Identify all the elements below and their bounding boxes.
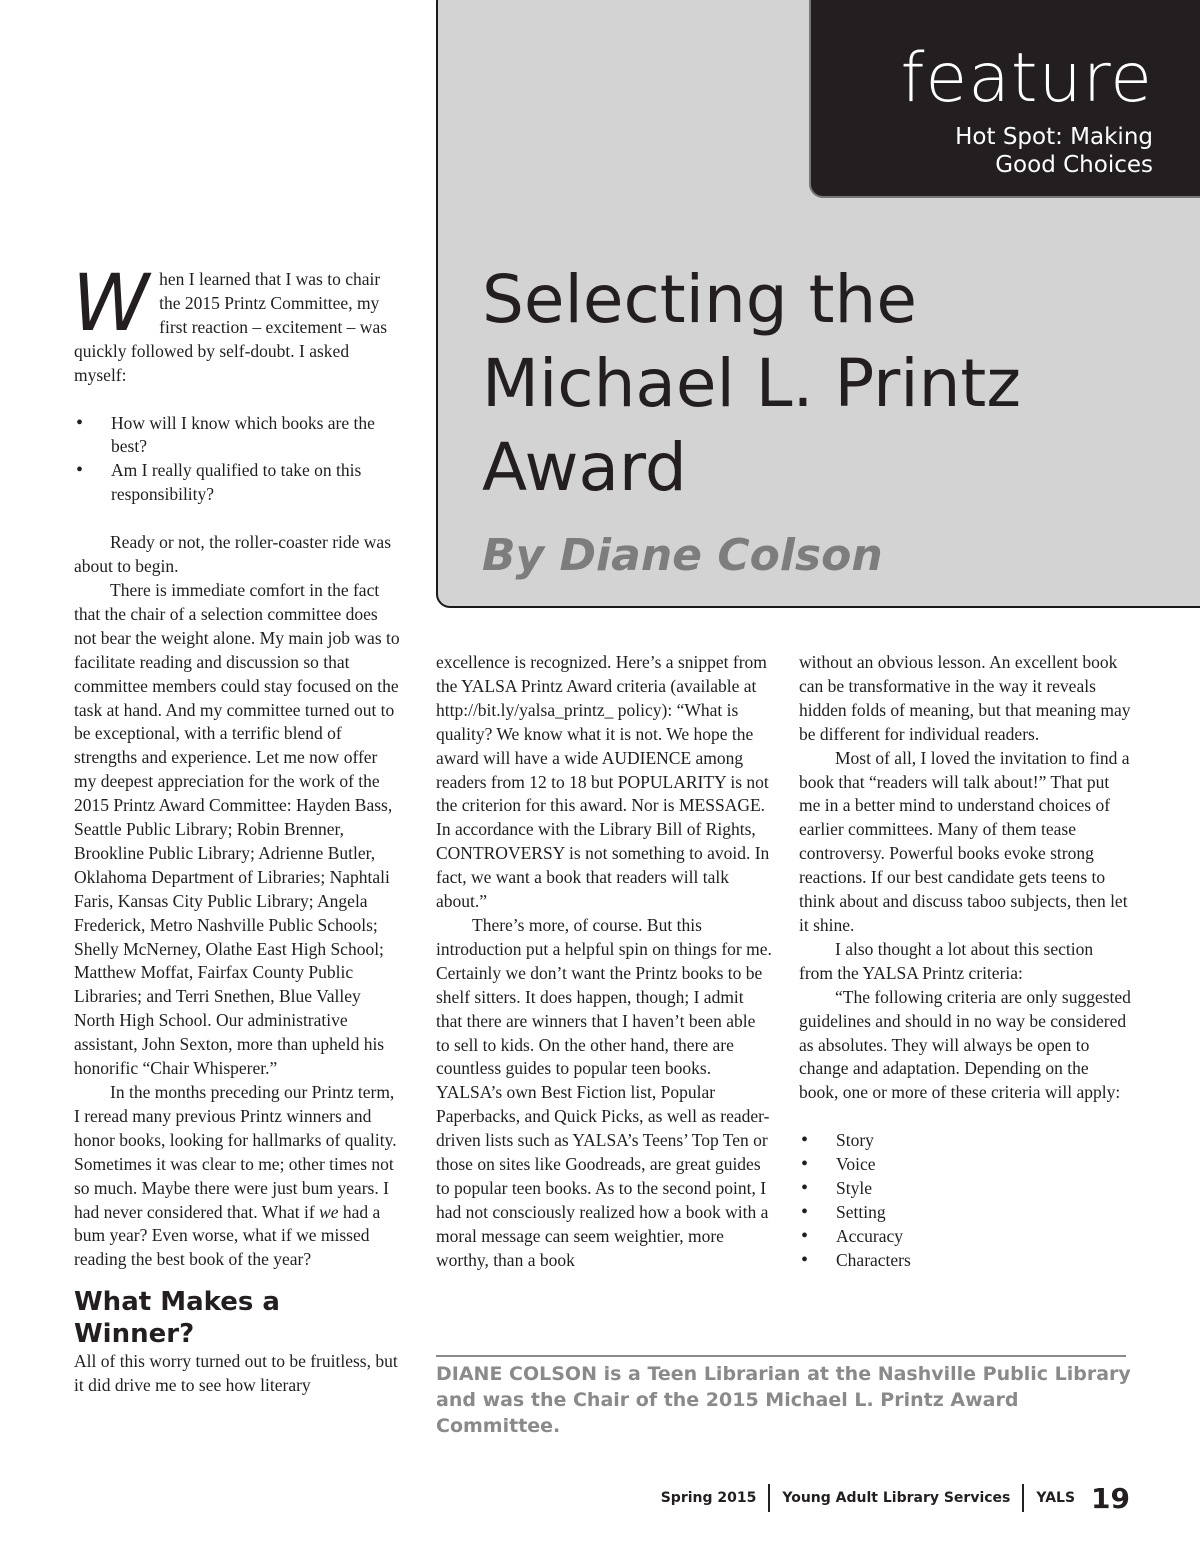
bullet-icon: • <box>801 1129 809 1152</box>
list-item <box>799 1249 1131 1273</box>
paragraph: excellence is recognized. Here’s a snippet from the YALSA Printz Award criteria (available at http://bit.ly/yalsa_printz_ policy): “What is quality? We know what it is not. We hope the award will have a wide AUDIENCE among readers from 12 to 18 but POPULARITY is not the criterion for this award. Nor is MESSAGE. In accordance with the Library Bill of Rights, CONTROVERSY is not something to avoid. In fact, we want a book that readers will talk about.” <box>436 652 770 912</box>
footer-short-title: YALS <box>1036 1490 1076 1506</box>
article-title-line1: Selecting the <box>482 261 917 338</box>
emphasis-text: we <box>319 1201 339 1222</box>
article-byline: By Diane Colson <box>482 530 883 581</box>
list-item-text: Characters <box>836 1249 911 1270</box>
paragraph: I also thought a lot about this section from the YALSA Printz criteria: <box>799 938 1094 983</box>
feature-tab <box>809 0 1200 198</box>
bio-divider <box>436 1355 1126 1357</box>
bullet-icon: • <box>801 1248 809 1271</box>
bullet-icon: • <box>76 411 84 434</box>
page-footer <box>661 1480 1130 1516</box>
bullet-icon: • <box>801 1200 809 1223</box>
quote-paragraph: “The following criteria are only suggested guidelines and should in no way be considered as absolutes. They will always be open to change and adaptation. Depending on the book, one or more of these criteria will apply: <box>799 986 1131 1103</box>
article-title <box>482 258 1122 510</box>
footer-publication: Young Adult Library Services <box>782 1490 1011 1506</box>
section-subtitle-line1: Hot Spot: Making <box>955 124 1153 150</box>
footer-divider <box>1022 1484 1024 1512</box>
list-item-text: Style <box>836 1178 872 1199</box>
footer-divider <box>768 1484 770 1512</box>
column-1 <box>72 259 400 1398</box>
paragraph: All of this worry turned out to be fruitless, but it did drive me to see how literary <box>74 1351 398 1396</box>
intro-text: hen I learned that I was to chair the 2015 Printz Committee, my first reaction – excitement – was quickly followed by self-doubt. I asked myself: <box>74 269 388 385</box>
column-2 <box>436 651 772 1273</box>
list-item-text: Am I really qualified to take on this responsibility? <box>111 460 362 505</box>
paragraph: Ready or not, the roller-coaster ride was about to begin. <box>74 532 391 577</box>
drop-cap: W <box>72 259 150 349</box>
list-item-text: How will I know which books are the best? <box>111 412 375 457</box>
column-3 <box>799 651 1131 1273</box>
criteria-list <box>799 1129 1131 1272</box>
bullet-icon: • <box>801 1224 809 1247</box>
spacer <box>799 1105 1131 1129</box>
intro-paragraph <box>72 259 400 388</box>
list-item-text: Story <box>836 1130 874 1151</box>
list-item-text: Accuracy <box>836 1225 904 1246</box>
list-item <box>799 1201 1131 1225</box>
list-item <box>74 459 400 507</box>
list-item <box>74 412 400 460</box>
question-list <box>74 412 400 508</box>
paragraph: There is immediate comfort in the fact that the chair of a selection committee does not bear the weight alone. My main job was to facilitate reading and discussion so that committee members could stay focused on the task at hand. And my committee turned out to be exceptional, with a terrific blend of strengths and experience. Let me now offer my deepest appreciation for the work of the 2015 Printz Award Committee: Hayden Bass, Seattle Public Library; Robin Brenner, Brookline Public Library; Adrienne Butler, Oklahoma Department of Libraries; Naphtali Faris, Kansas City Public Library; Angela Frederick, Metro Nashville Public Schools; Shelly McNerney, Olathe East High School; Matthew Moffat, Fairfax County Public Libraries; and Terri Snethen, Blue Valley North High School. Our administrative assistant, John Sexton, more than upheld his honorific “Chair Whisperer.” <box>74 579 400 1079</box>
article-title-line3: Award <box>482 429 687 506</box>
section-heading: What Makes a Winner? <box>74 1287 280 1350</box>
section-subtitle-line2: Good Choices <box>995 152 1153 178</box>
page-number: 19 <box>1091 1481 1130 1515</box>
list-item <box>799 1225 1131 1249</box>
paragraph: Most of all, I loved the invitation to find a book that “readers will talk about!” That put me in a better mind to understand choices of earlier committees. Many of them tease controversy. Powerful books evoke strong reactions. If our best candidate gets teens to think about and discuss taboo subjects, then let it shine. <box>799 747 1130 935</box>
list-item <box>799 1129 1131 1153</box>
list-item-text: Voice <box>836 1154 876 1175</box>
paragraph: without an obvious lesson. An excellent book can be transformative in the way it reveals hidden folds of meaning, but that meaning may be different for individual readers. <box>799 652 1131 744</box>
spacer <box>74 388 400 412</box>
paragraph-text: In the months preceding our Printz term, I reread many previous Printz winners and honor books, looking for hallmarks of quality. Sometimes it was clear to me; other times not so much. Maybe there were just bum years. I had never considered that. What if <box>74 1082 397 1222</box>
article-title-line2: Michael L. Printz <box>482 345 1021 422</box>
spacer <box>74 507 400 531</box>
paragraph-text: had a bum year? Even worse, what if we missed reading the best book of the year? <box>74 1201 381 1270</box>
paragraph <box>74 1081 400 1272</box>
section-label: feature <box>900 39 1153 118</box>
list-item <box>799 1177 1131 1201</box>
paragraph: There’s more, of course. But this introduction put a helpful spin on things for me. Certainly we don’t want the Printz books to be shelf sitters. It does happen, though; I admit that there are winners that I haven’t been able to sell to kids. On the other hand, there are countless guides to popular teen books. YALSA’s own Best Fiction list, Popular Paperbacks, and Quick Picks, as well as reader-driven lists such as YALSA’s Teens’ Top Ten or those on sites like Goodreads, are great guides to popular teen books. As to the second point, I had not consciously realized how a book with a moral message can seem weightier, more worthy, than a book <box>436 914 772 1270</box>
author-bio <box>436 1361 1136 1439</box>
author-bio-line1: DIANE COLSON is a Teen Librarian at the Nashville Public Library <box>436 1363 1131 1385</box>
list-item-text: Setting <box>836 1201 886 1222</box>
bullet-icon: • <box>801 1153 809 1176</box>
footer-issue: Spring 2015 <box>660 1490 757 1506</box>
author-bio-line2: and was the Chair of the 2015 Michael L. Printz Award Committee. <box>436 1389 1019 1437</box>
section-subtitle <box>893 123 1153 179</box>
bullet-icon: • <box>76 459 84 482</box>
bullet-icon: • <box>801 1177 809 1200</box>
list-item <box>799 1153 1131 1177</box>
